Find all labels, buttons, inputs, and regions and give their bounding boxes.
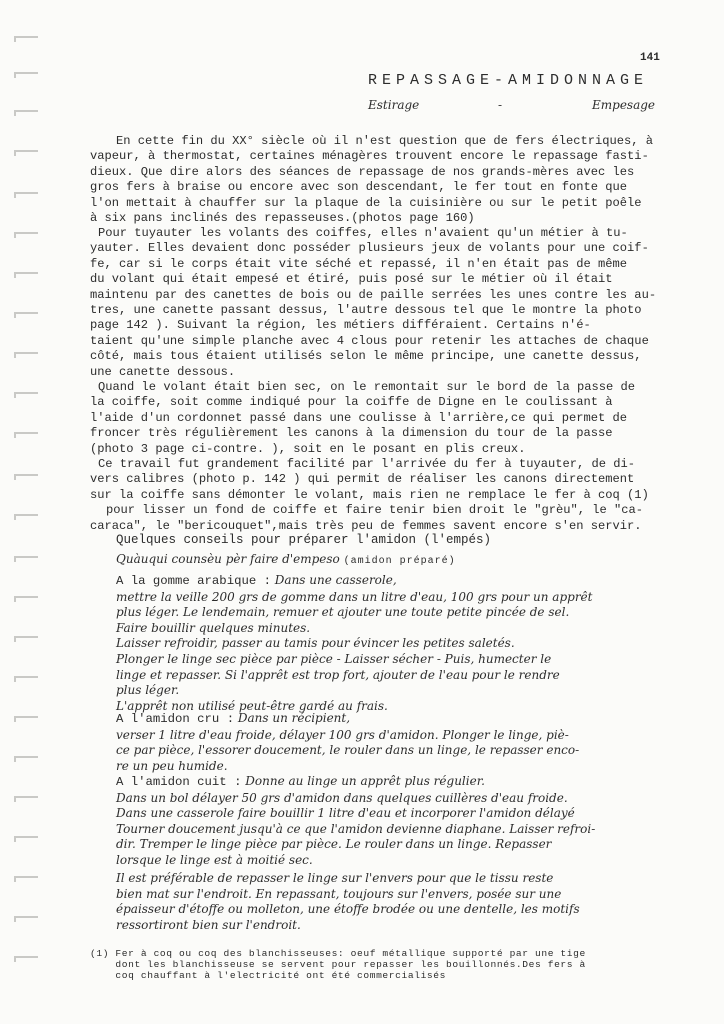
binder-mark [14, 956, 38, 962]
page-number: 141 [640, 52, 660, 64]
text-line: Quand le volant était bien sec, on le remontait sur le bord de la passe de [98, 380, 636, 394]
subtitle-estirage: Estirage [368, 98, 420, 112]
text-line: l'aide d'un cordonnet passé dans une coulisse à l'arrière,ce qui permet de [90, 410, 628, 425]
recipe-line: Faire bouillir quelques minutes. [116, 620, 311, 635]
closing-line: Il est préférable de repasser le linge sur l'envers pour que le tissu reste [116, 871, 554, 885]
binder-mark [14, 716, 38, 722]
recipe-line: mettre la veille 200 grs de gomme dans un litre d'eau, 100 grs pour un apprêt [116, 589, 593, 604]
closing-line: épaisseur d'étoffe ou molleton, une étoffe brodée ou une dentelle, les motifs [116, 902, 580, 917]
text-line: pour lisser un fond de coiffe et faire tenir bien droit le "grèu", le "ca- [106, 503, 644, 518]
text-line: maintenu par des canettes de bois ou de paille serrées les unes contre les au- [90, 287, 657, 302]
binder-mark [14, 272, 38, 278]
text-line: page 142 ). Suivant la région, les métiers différaient. Certains n'é- [90, 318, 591, 333]
binder-mark [14, 392, 38, 398]
recipe-line: L'apprêt non utilisé peut-être gardé au frais. [116, 698, 388, 713]
text-line: vers calibres (photo p. 142 ) qui permit de réaliser les canons directement [90, 472, 635, 487]
recipe-line: Donne au linge un apprêt plus régulier. [245, 774, 485, 788]
recipe-line: Dans une casserole, [274, 573, 397, 587]
binder-mark [14, 36, 38, 42]
text-line: la coiffe, soit comme indiqué pour la coiffe de Digne en le coulissant à [90, 395, 613, 410]
text-line: En cette fin du XX° siècle où il n'est question que de fers électriques, à [116, 134, 654, 148]
recipe-line: verser 1 litre d'eau froide, délayer 100 grs d'amidon. Plonger le linge, piè- [116, 727, 569, 742]
recipe-line: Plonger le linge sec pièce par pièce - Laisser sécher - Puis, humecter le [116, 651, 552, 666]
text-line: caraca", le "bericouquet",mais très peu de femmes savent encore s'en servir. [90, 518, 642, 533]
recipe-amidon-cru [116, 711, 676, 774]
text-line: yauter. Elles devaient donc posséder plusieurs jeux de volants pour une coif- [90, 241, 649, 256]
recipe-line: lorsque le linge est à moitié sec. [116, 852, 313, 867]
subtitle-dash: - [498, 98, 503, 112]
text-line: Ce travail fut grandement facilité par l'arrivée du fer à tuyauter, de di- [98, 457, 636, 471]
recipe-label: A la gomme arabique : [116, 574, 271, 588]
binder-mark [14, 72, 38, 78]
binder-mark [14, 876, 38, 882]
recipe-line: plus léger. [116, 683, 180, 698]
binder-mark [14, 676, 38, 682]
binder-mark [14, 232, 38, 238]
text-line: gros fers à braise ou encore avec son descendant, le fer tout en fonte que [90, 180, 628, 195]
binder-mark [14, 756, 38, 762]
recipe-amidon-cuit [116, 774, 676, 869]
text-line: (photo 3 page ci-contre. ), soit en le posant en plis creux. [90, 441, 526, 456]
text-line: taient qu'une simple planche avec 4 clous pour retenir les attaches de chaque [90, 333, 649, 348]
text-line: fe, car si le corps était vite séché et repassé, il n'en était pas de même [90, 256, 628, 271]
subtitle-empesage: Empesage [592, 98, 656, 112]
binder-mark [14, 110, 38, 116]
provencal-heading-text: Quàuqui counsèu pèr faire d'empeso [116, 552, 340, 566]
binder-mark [14, 192, 38, 198]
recipe-line: Dans un récipient, [237, 711, 351, 725]
footnote-line: dont les blanchisseuse se servent pour repasser les bouillonnés.Des fers à [90, 959, 586, 970]
binder-mark [14, 432, 38, 438]
recipe-line: ce par pièce, l'essorer doucement, le rouler dans un linge, le repasser enco- [116, 743, 580, 758]
recipe-label: A l'amidon cru : [116, 712, 235, 726]
binder-mark [14, 916, 38, 922]
provencal-note: (amidon préparé) [343, 556, 456, 567]
text-line: du volant qui était empesé et étiré, puis posé sur le métier où il était [90, 272, 613, 287]
binder-mark [14, 514, 38, 520]
recipe-line: Tourner doucement jusqu'à ce que l'amidon devienne diaphane. Laisser refroi- [116, 821, 596, 836]
closing-line: ressortiront bien sur l'endroit. [116, 917, 301, 932]
text-line: à six pans inclinés des repasseuses.(photos page 160) [90, 211, 475, 226]
recipe-line: Laisser refroidir, passer au tamis pour évincer les petites saletés. [116, 636, 515, 651]
text-line: vapeur, à thermostat, certaines ménagères trouvent encore le repassage fasti- [90, 149, 649, 164]
binder-mark [14, 312, 38, 318]
recipe-label: A l'amidon cuit : [116, 775, 242, 789]
binder-mark [14, 474, 38, 480]
recipe-line: dir. Tremper le linge pièce par pièce. Le rouler dans un linge. Repasser [116, 837, 552, 852]
recipe-gomme-arabique [116, 573, 676, 714]
paragraph-volant [90, 380, 674, 457]
footnote-line: coq chauffant à l'electricité ont été commercialisés [90, 970, 447, 981]
provencal-heading [116, 552, 456, 567]
recipe-line: Dans un bol délayer 50 grs d'amidon dans quelques cuillères d'eau froide. [116, 790, 568, 805]
closing-line: bien mat sur l'endroit. En repassant, toujours sur l'envers, posée sur une [116, 886, 562, 901]
text-line: sur la coiffe sans démonter le volant, mais rien ne remplace le fer à coq (1) [90, 487, 649, 502]
binder-mark [14, 596, 38, 602]
recipe-line: Dans une casserole faire bouillir 1 litre d'eau et incorporer l'amidon délayé [116, 806, 575, 821]
recipe-line: linge et repasser. Si l'apprêt est trop fort, ajouter de l'eau pour le rendre [116, 667, 560, 682]
text-line: dieux. Que dire alors des séances de repassage de nos grands-mères avec les [90, 164, 635, 179]
text-line: Pour tuyauter les volants des coiffes, elles n'avaient qu'un métier à tu- [98, 226, 628, 240]
recipe-line: re un peu humide. [116, 758, 228, 773]
text-line: une canette dessous. [90, 364, 236, 379]
advice-heading: Quelques conseils pour préparer l'amidon (l'empés) [116, 533, 492, 547]
footnote-line: (1) Fer à coq ou coq des blanchisseuses: oeuf métallique supporté par une tige [90, 948, 586, 959]
binder-mark [14, 150, 38, 156]
binder-mark [14, 636, 38, 642]
binder-mark [14, 836, 38, 842]
recipe-line: plus léger. Le lendemain, remuer et ajouter une toute petite pincée de sel. [116, 605, 570, 620]
paragraph-intro [90, 134, 674, 226]
binder-mark [14, 796, 38, 802]
binder-mark [14, 556, 38, 562]
text-line: tres, une canette passant dessus, l'autre dessous tel que le montre la photo [90, 303, 642, 318]
footnote [90, 948, 690, 981]
text-line: l'on mettait à chauffer sur la plaque de la cuisinière ou sur le petit poêle [90, 195, 642, 210]
paragraph-fer [90, 457, 674, 534]
paragraph-tuyauter [90, 226, 674, 380]
text-line: côté, mais tous étaient utilisés selon le même principe, une canette dessus, [90, 349, 642, 364]
closing-paragraph [116, 871, 676, 933]
page-title: REPASSAGE-AMIDONNAGE [368, 72, 649, 89]
binder-mark [14, 352, 38, 358]
text-line: froncer très régulièrement les canons à la dimension du tour de la passe [90, 426, 613, 441]
